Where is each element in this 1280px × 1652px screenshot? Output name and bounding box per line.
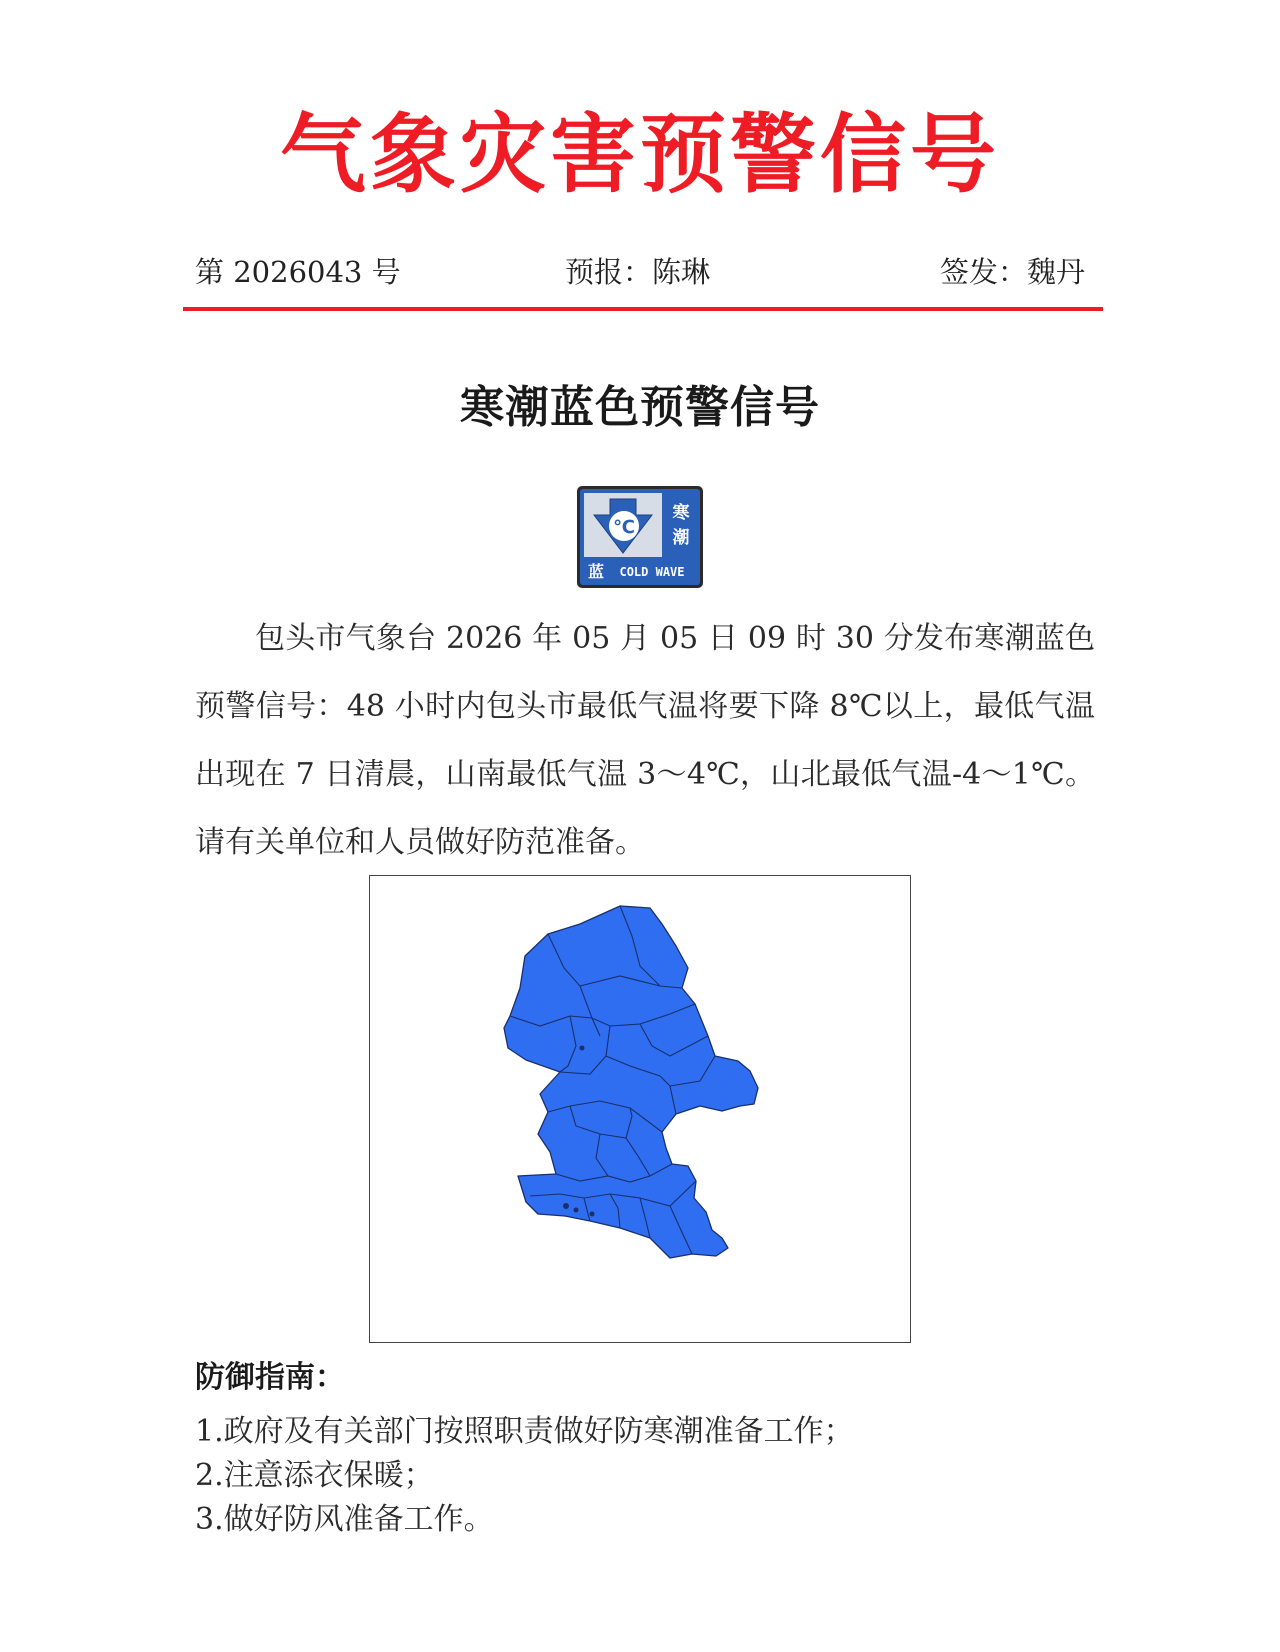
guide-list: [195, 1410, 1095, 1542]
document-title: 气象灾害预警信号: [280, 104, 1000, 205]
warning-area-map: [369, 875, 911, 1343]
forecaster: 预报：陈琳: [565, 255, 711, 289]
map-city-marker: [590, 1212, 595, 1217]
issue-number: 第 2026043 号: [195, 255, 401, 289]
icon-level-label: 蓝: [587, 562, 605, 581]
icon-english-label: COLD WAVE: [619, 565, 685, 579]
guide-heading: 防御指南：: [195, 1360, 345, 1395]
map-region-outline: [504, 906, 758, 1258]
icon-side-label-1: 寒: [672, 503, 690, 523]
map-city-marker: [574, 1208, 579, 1213]
header-divider: [183, 307, 1103, 311]
document-meta-row: [195, 252, 1085, 292]
cold-wave-icon-graphic: [576, 485, 704, 589]
warning-body-text: 包头市气象台 2026 年 05 月 05 日 09 时 30 分发布寒潮蓝色预警信号：48 小时内包头市最低气温将要下降 8℃以上，最低气温出现在 7 日清晨，山南最低气温 3～4℃，山北最低气温-4～1℃。请有关单位和人员做好防范准备。: [195, 621, 1095, 860]
map-city-marker: [563, 1203, 569, 1209]
guide-item: 2.注意添衣保暖；: [195, 1458, 434, 1493]
icon-side-label-2: 潮: [672, 528, 690, 548]
signer: 签发：魏丹: [939, 255, 1085, 289]
icon-temp-symbol: ℃: [613, 517, 635, 538]
warning-title: 寒潮蓝色预警信号: [460, 382, 820, 433]
baotou-region-map: [370, 876, 910, 1342]
cold-wave-blue-signal-icon: [576, 485, 704, 589]
guide-item: 3.做好防风准备工作。: [195, 1502, 494, 1537]
map-city-marker: [580, 1046, 585, 1051]
guide-item: 1.政府及有关部门按照职责做好防寒潮准备工作；: [195, 1414, 854, 1449]
